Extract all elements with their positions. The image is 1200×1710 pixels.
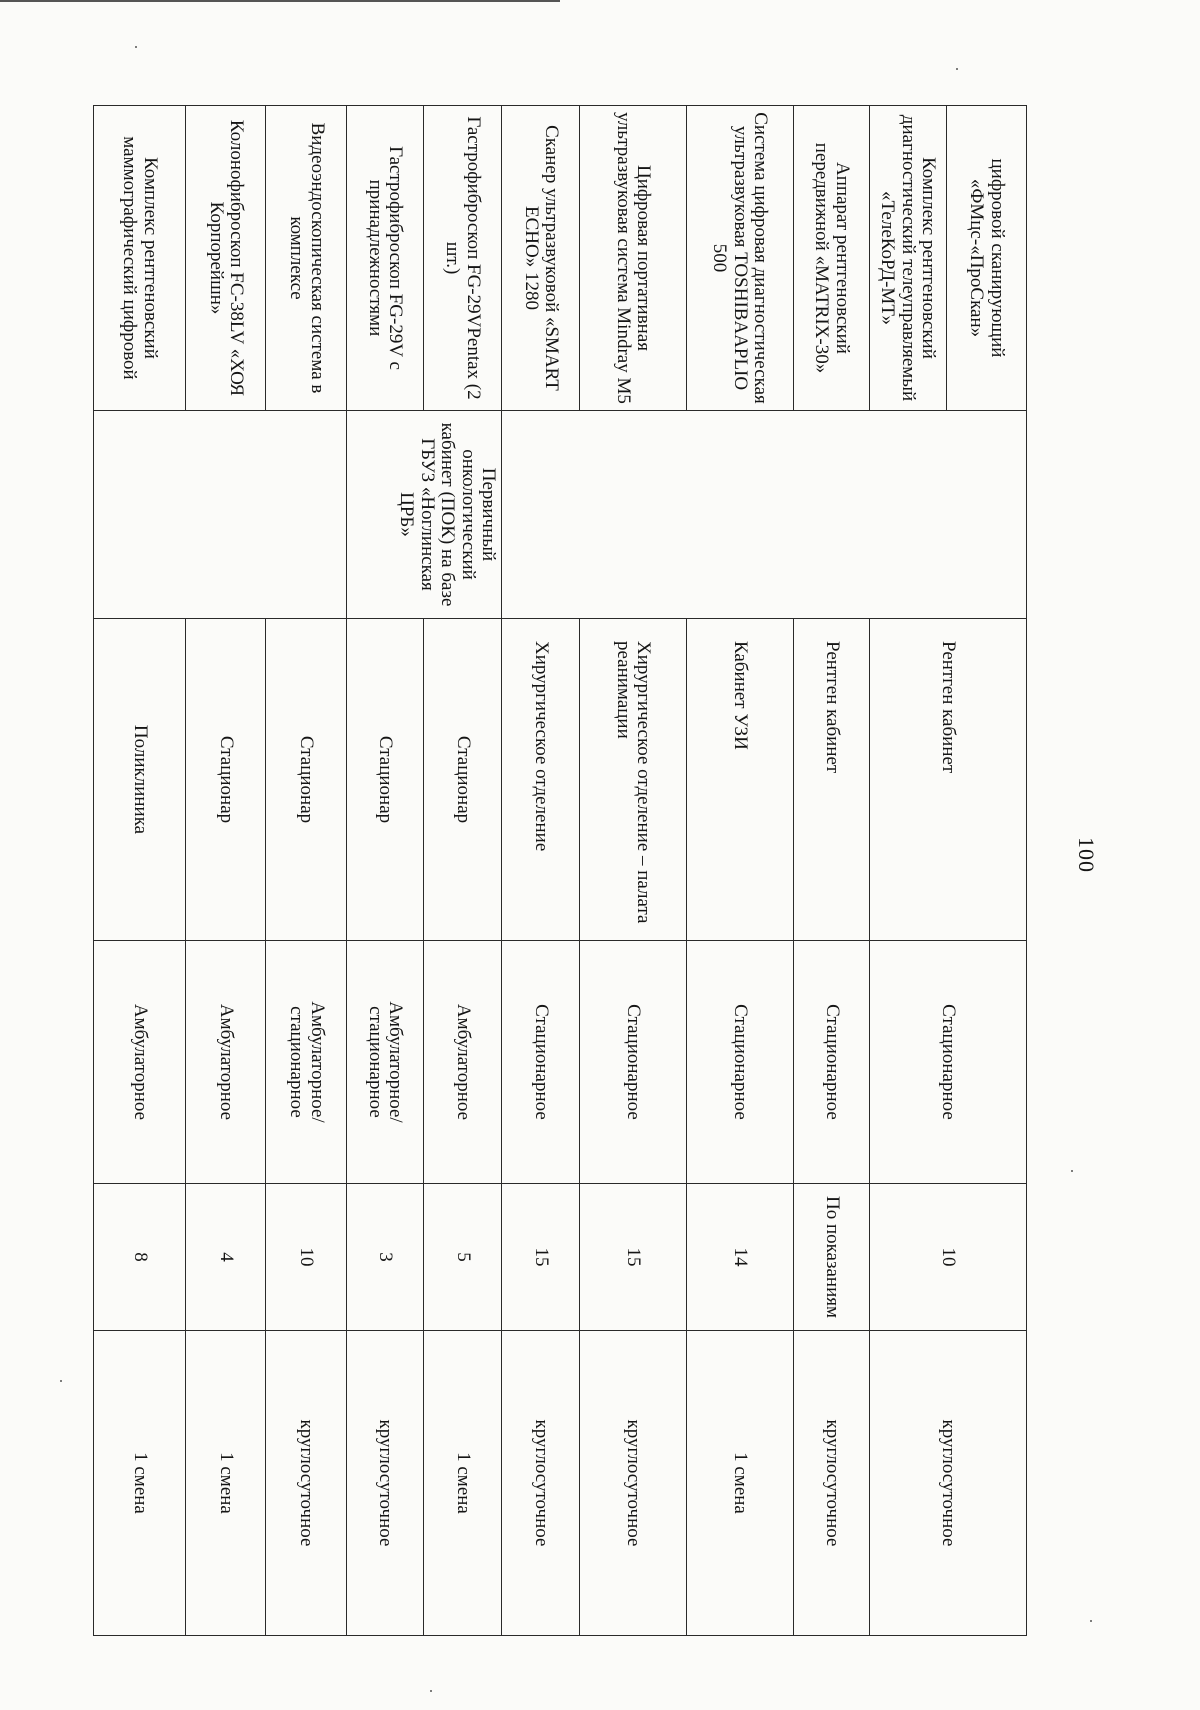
table-row (686, 106, 793, 1636)
page-number: 100 (1074, 837, 1099, 873)
equipment-cell: Комплекс рентгеновский диагностический телеуправляемый «ТелеКоРД-МТ» (869, 106, 946, 411)
quantity-cell: 15 (580, 1184, 686, 1331)
department-cell: Поликлиника (94, 619, 186, 941)
rotated-table-frame (93, 105, 1027, 1635)
table-row (580, 106, 686, 1636)
equipment-cell: Колонофиброскоп FC-38LV «ХОЯ Корпорейшн» (185, 106, 265, 411)
equipment-cell: Гастрофиброскоп FG-29VPentax (2 шт.) (423, 106, 501, 411)
equipment-cell: цифровой сканирующий «ФМцс-«ПроСкан» (946, 106, 1026, 411)
scan-speck (1090, 1620, 1092, 1622)
mode-cell: 1 смена (686, 1331, 793, 1636)
table-row (793, 106, 869, 1636)
mode-cell: круглосуточное (580, 1331, 686, 1636)
care-type-cell: Амбулаторное (423, 941, 501, 1184)
location-cell (502, 411, 1027, 619)
care-type-cell: Стационарное (869, 941, 1026, 1184)
quantity-cell: 4 (185, 1184, 265, 1331)
table-row (346, 106, 423, 1636)
department-cell: Кабинет УЗИ (686, 619, 793, 941)
table-row (423, 106, 501, 1636)
quantity-cell: 10 (266, 1184, 346, 1331)
quantity-cell: 8 (94, 1184, 186, 1331)
department-cell: Рентген кабинет (793, 619, 869, 941)
location-cell: Первичный онкологический кабинет (ПОК) на базе ГБУЗ «Ноглинская ЦРБ» (346, 411, 501, 619)
mode-cell: круглосуточное (266, 1331, 346, 1636)
department-cell: Хирургическое отделение (502, 619, 580, 941)
care-type-cell: Стационарное (502, 941, 580, 1184)
scan-speck (135, 46, 137, 48)
rotated-table-container (93, 105, 1027, 1635)
equipment-cell: Сканер ультразвуковой «SMART ECHO» 1280 (502, 106, 580, 411)
quantity-cell: 3 (346, 1184, 423, 1331)
care-type-cell: Стационарное (580, 941, 686, 1184)
care-type-cell: Амбулаторное (185, 941, 265, 1184)
department-cell: Рентген кабинет (869, 619, 1026, 941)
care-type-cell: Стационарное (686, 941, 793, 1184)
quantity-cell: 10 (869, 1184, 1026, 1331)
mode-cell: 1 смена (94, 1331, 186, 1636)
table-row (266, 106, 346, 1636)
table-row (94, 106, 186, 1636)
scan-speck (956, 68, 958, 70)
scan-speck (60, 1380, 62, 1382)
department-cell: Стационар (423, 619, 501, 941)
care-type-cell: Амбулаторное (94, 941, 186, 1184)
equipment-cell: Цифровая портативная ультразвуковая система Mindray M5 (580, 106, 686, 411)
mode-cell: круглосуточное (502, 1331, 580, 1636)
care-type-cell: Амбулаторное/ стационарное (346, 941, 423, 1184)
top-edge-line (0, 0, 560, 2)
scan-speck (1071, 1170, 1073, 1172)
equipment-cell: Система цифровая диагностическая ультразвуковая TOSHIBAAPLIO 500 (686, 106, 793, 411)
quantity-cell: 5 (423, 1184, 501, 1331)
department-cell: Стационар (185, 619, 265, 941)
equipment-cell: Видеоэндоскопическая система в комплексе (266, 106, 346, 411)
mode-cell: 1 смена (185, 1331, 265, 1636)
scan-speck (430, 1690, 432, 1692)
department-cell: Стационар (346, 619, 423, 941)
table-row (502, 106, 580, 1636)
equipment-cell: Гастрофиброскоп FG-29V с принадлежностями (346, 106, 423, 411)
care-type-cell: Амбулаторное/ стационарное (266, 941, 346, 1184)
table-row (185, 106, 265, 1636)
department-cell: Стационар (266, 619, 346, 941)
table-row (946, 106, 1026, 1636)
mode-cell: круглосуточное (869, 1331, 1026, 1636)
care-type-cell: Стационарное (793, 941, 869, 1184)
mode-cell: круглосуточное (793, 1331, 869, 1636)
quantity-cell: По показаниям (793, 1184, 869, 1331)
location-cell (94, 411, 347, 619)
equipment-table (93, 105, 1027, 1636)
quantity-cell: 14 (686, 1184, 793, 1331)
department-cell: Хирургическое отделение – палата реанимации (580, 619, 686, 941)
mode-cell: 1 смена (423, 1331, 501, 1636)
mode-cell: круглосуточное (346, 1331, 423, 1636)
equipment-cell: Комплекс рентгеновский маммографический цифровой (94, 106, 186, 411)
quantity-cell: 15 (502, 1184, 580, 1331)
equipment-cell: Аппарат рентгеновский передвижной «МАТRIX-30» (793, 106, 869, 411)
